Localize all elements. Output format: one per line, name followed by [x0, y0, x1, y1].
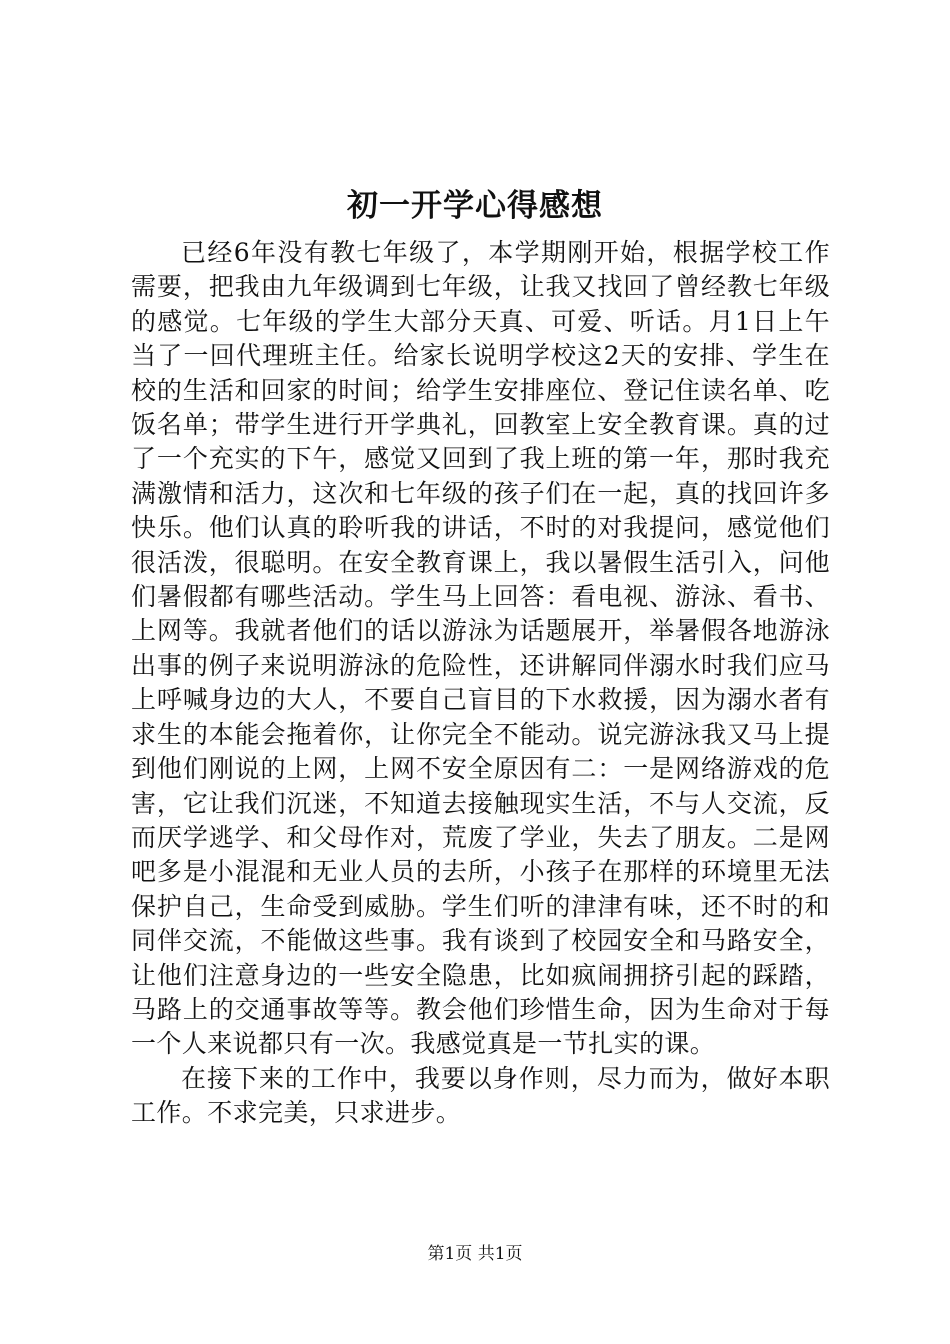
document-body [131, 236, 830, 1131]
page-footer: 第1页 共1页 [427, 1244, 523, 1264]
body-paragraph: 已经6年没有教七年级了，本学期刚开始，根据学校工作需要，把我由九年级调到七年级，让我又找回了曾经教七年级的感觉。七年级的学生大部分天真、可爱、听话。月1日上午当了一回代理班主任。给家长说明学校这2天的安排、学生在校的生活和回家的时间；给学生安排座位、登记住读名单、吃饭名单；带学生进行开学典礼，回教室上安全教育课。真的过了一个充实的下午，感觉又回到了我上班的第一年，那时我充满激情和活力，这次和七年级的孩子们在一起，真的找回许多快乐。他们认真的聆听我的讲话，不时的对我提问，感觉他们很活泼，很聪明。在安全教育课上，我以暑假生活引入，问他们暑假都有哪些活动。学生马上回答：看电视、游泳、看书、上网等。我就者他们的话以游泳为话题展开，举暑假各地游泳出事的例子来说明游泳的危险性，还讲解同伴溺水时我们应马上呼喊身边的大人，不要自己盲目的下水救援，因为溺水者有求生的本能会拖着你，让你完全不能动。说完游泳我又马上提到他们刚说的上网，上网不安全原因有二：一是网络游戏的危害，它让我们沉迷，不知道去接触现实生活，不与人交流，反而厌学逃学、和父母作对，荒废了学业，失去了朋友。二是网吧多是小混混和无业人员的去所，小孩子在那样的环境里无法保护自己，生命受到威胁。学生们听的津津有味，还不时的和同伴交流，不能做这些事。我有谈到了校园安全和马路安全，让他们注意身边的一些安全隐患，比如疯闹拥挤引起的踩踏，马路上的交通事故等等。教会他们珍惜生命，因为生命对于每一个人来说都只有一次。我感觉真是一节扎实的课。 [131, 238, 830, 1059]
body-paragraph: 在接下来的工作中，我要以身作则，尽力而为，做好本职工作。不求完美，只求进步。 [131, 1063, 830, 1128]
document-title: 初一开学心得感想 [347, 188, 603, 224]
